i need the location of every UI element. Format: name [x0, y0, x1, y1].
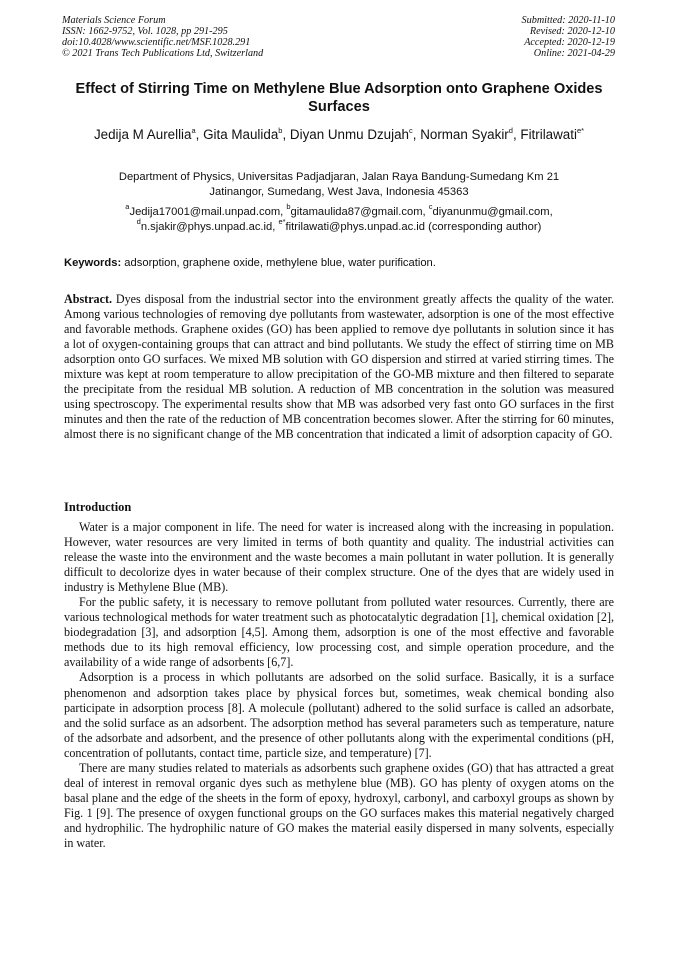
author-list — [60, 126, 618, 144]
author-mark: c — [409, 125, 413, 135]
email-line — [60, 202, 618, 220]
author-separator: , — [195, 127, 204, 142]
author-name: Fitrilawati — [520, 127, 577, 142]
author-mark: e* — [576, 125, 585, 135]
email-mark: a — [125, 202, 130, 212]
author-mark: b — [278, 125, 283, 135]
email-link[interactable]: gitamaulida87@gmail.com, — [290, 206, 429, 218]
email-mark: d — [136, 216, 141, 226]
affiliation — [60, 170, 618, 199]
abstract-section — [64, 292, 614, 442]
submitted-date: Submitted: 2020-11-10 — [521, 15, 615, 26]
journal-copyright: © 2021 Trans Tech Publications Ltd, Switzerland — [62, 48, 264, 60]
paragraph: For the public safety, it is necessary to remove pollutant from polluted water resources. Currently, there are various technological methods for water treatment such as photocatalytic degradation [1], chemical oxidation [2], biodegradation [3], and adsorption [4,5]. Among them, adsorption is one of the most effective and favorable methods due to its high removal efficiency, low processing cost, and simple operation procedure, and the availability of a wide range of adsorbents [6,7]. — [64, 595, 614, 670]
keywords-section — [64, 256, 616, 270]
email-list — [60, 202, 618, 234]
author-mark: d — [508, 125, 513, 135]
keywords-text: adsorption, graphene oxide, methylene blue, water purification. — [121, 257, 436, 269]
paragraph: Adsorption is a process in which pollutants are adsorbed on the solid surface. Basically, it is a surface phenomenon and adsorption takes place by physical forces but, sometimes, weak chemical bonding also participate in adsorption process [8]. A molecule (pollutant) adhered to the solid surface is called an adsorbate, and the solid surface as an adsorbent. The adsorption method has several parameters such as temperature, nature of the adsorbate and adsorbent, and the presence of other pollutants along with the experimental conditions (pH, concentration of pollutants, contact time, particle size, and temperature) [7]. — [64, 670, 614, 760]
introduction-heading: Introduction — [64, 500, 132, 514]
email-mark: b — [286, 202, 291, 212]
author-separator: , — [512, 127, 521, 142]
journal-issn: ISSN: 1662-9752, Vol. 1028, pp 291-295 — [62, 26, 228, 38]
introduction-body — [64, 520, 614, 851]
author-separator: , — [282, 127, 290, 142]
email-link[interactable]: n.sjakir@phys.unpad.ac.id, — [140, 220, 279, 233]
author-name: Gita Maulida — [203, 127, 279, 142]
paragraph: Water is a major component in life. The need for water is increased along with the increasing in population. However, water resources are very limited in terms of both quantity and quality. The industrial activities can release the waste into the environment and the waste becomes a main pollutant in water pollution. It is generally difficult to decolorize dyes in water because of their complex structure. One of the dyes that are widely used in industry is Methylene Blue (MB). — [64, 520, 614, 595]
email-mark: e* — [278, 216, 286, 226]
dates-header — [522, 15, 615, 59]
journal-doi: doi:10.4028/www.scientific.net/MSF.1028.291 — [62, 37, 251, 49]
accepted-date: Accepted: 2020-12-19 — [524, 37, 615, 49]
affiliation-line: Department of Physics, Universitas Padjadjaran, Jalan Raya Bandung-Sumedang Km 21 — [118, 171, 560, 183]
email-line — [60, 216, 618, 235]
email-mark: c — [428, 202, 433, 212]
paper-title: Effect of Stirring Time on Methylene Blue Adsorption onto Graphene Oxides Surfaces — [75, 81, 603, 115]
journal-name: Materials Science Forum — [62, 15, 166, 26]
revised-date: Revised: 2020-12-10 — [529, 26, 615, 38]
paragraph: There are many studies related to materials as adsorbents such graphene oxides (GO) that has attracted a great deal of interest in removal organic dyes such as methylene blue (MB). GO has plenty of oxygen atoms on the basal plane and the edge of the sheets in the form of epoxy, hydroxyl, carbonyl, and carboxyl groups as shown by Fig. 1 [9]. The presence of oxygen functional groups on the GO surfaces makes this material negatively charged and hydrophilic. The hydrophilic nature of GO makes the material easily dispersed in many solvents, especially in water. — [64, 760, 614, 850]
author-mark: a — [191, 125, 196, 135]
email-link[interactable]: Jedija17001@mail.unpad.com, — [129, 206, 287, 218]
affiliation-line: Jatinangor, Sumedang, West Java, Indonesia 45363 — [209, 185, 469, 198]
email-link[interactable]: diyanunmu@gmail.com, — [432, 206, 553, 218]
author-name: Norman Syakir — [420, 127, 509, 142]
email-link[interactable]: fitrilawati@phys.unpad.ac.id (corresponding author) — [285, 220, 542, 233]
author-name: Jedija M Aurellia — [93, 127, 192, 142]
abstract-text: Dyes disposal from the industrial sector into the environment greatly affects the quality of the water. Among various technologies of removing dye pollutants from wastewater, adsorption is one of the most effective and favorable methods. Graphene oxides (GO) has been applied to remove dye pollutants in solution since it has a lot of oxygen-containing groups that can attract and bind pollutants. We study the effect of stirring time on MB adsorption onto GO surfaces. We mixed MB solution with GO dispersion and stirred at varied stirring times. The mixture was kept at room temperature to allow precipitation of the GO-MB mixture and then filtered to separate the precipitate from the residual MB solution. A reduction of MB concentration in the solution was measured using spectroscopy. The experimental results show that MB was adsorbed very fast onto GO surfaces in the first minutes and then the rate of the reduction of MB concentration becomes slower. After the stirring for 60 minutes, almost there is no significant change of the MB concentration that indicated a limit of adsorption capacity of GO. — [64, 292, 614, 442]
journal-header — [62, 15, 263, 59]
abstract-label: Abstract. — [64, 292, 113, 306]
keywords-label: Keywords: — [64, 257, 122, 269]
online-date: Online: 2021-04-29 — [533, 48, 615, 60]
author-name: Diyan Unmu Dzujah — [289, 127, 409, 142]
author-separator: , — [412, 127, 421, 142]
